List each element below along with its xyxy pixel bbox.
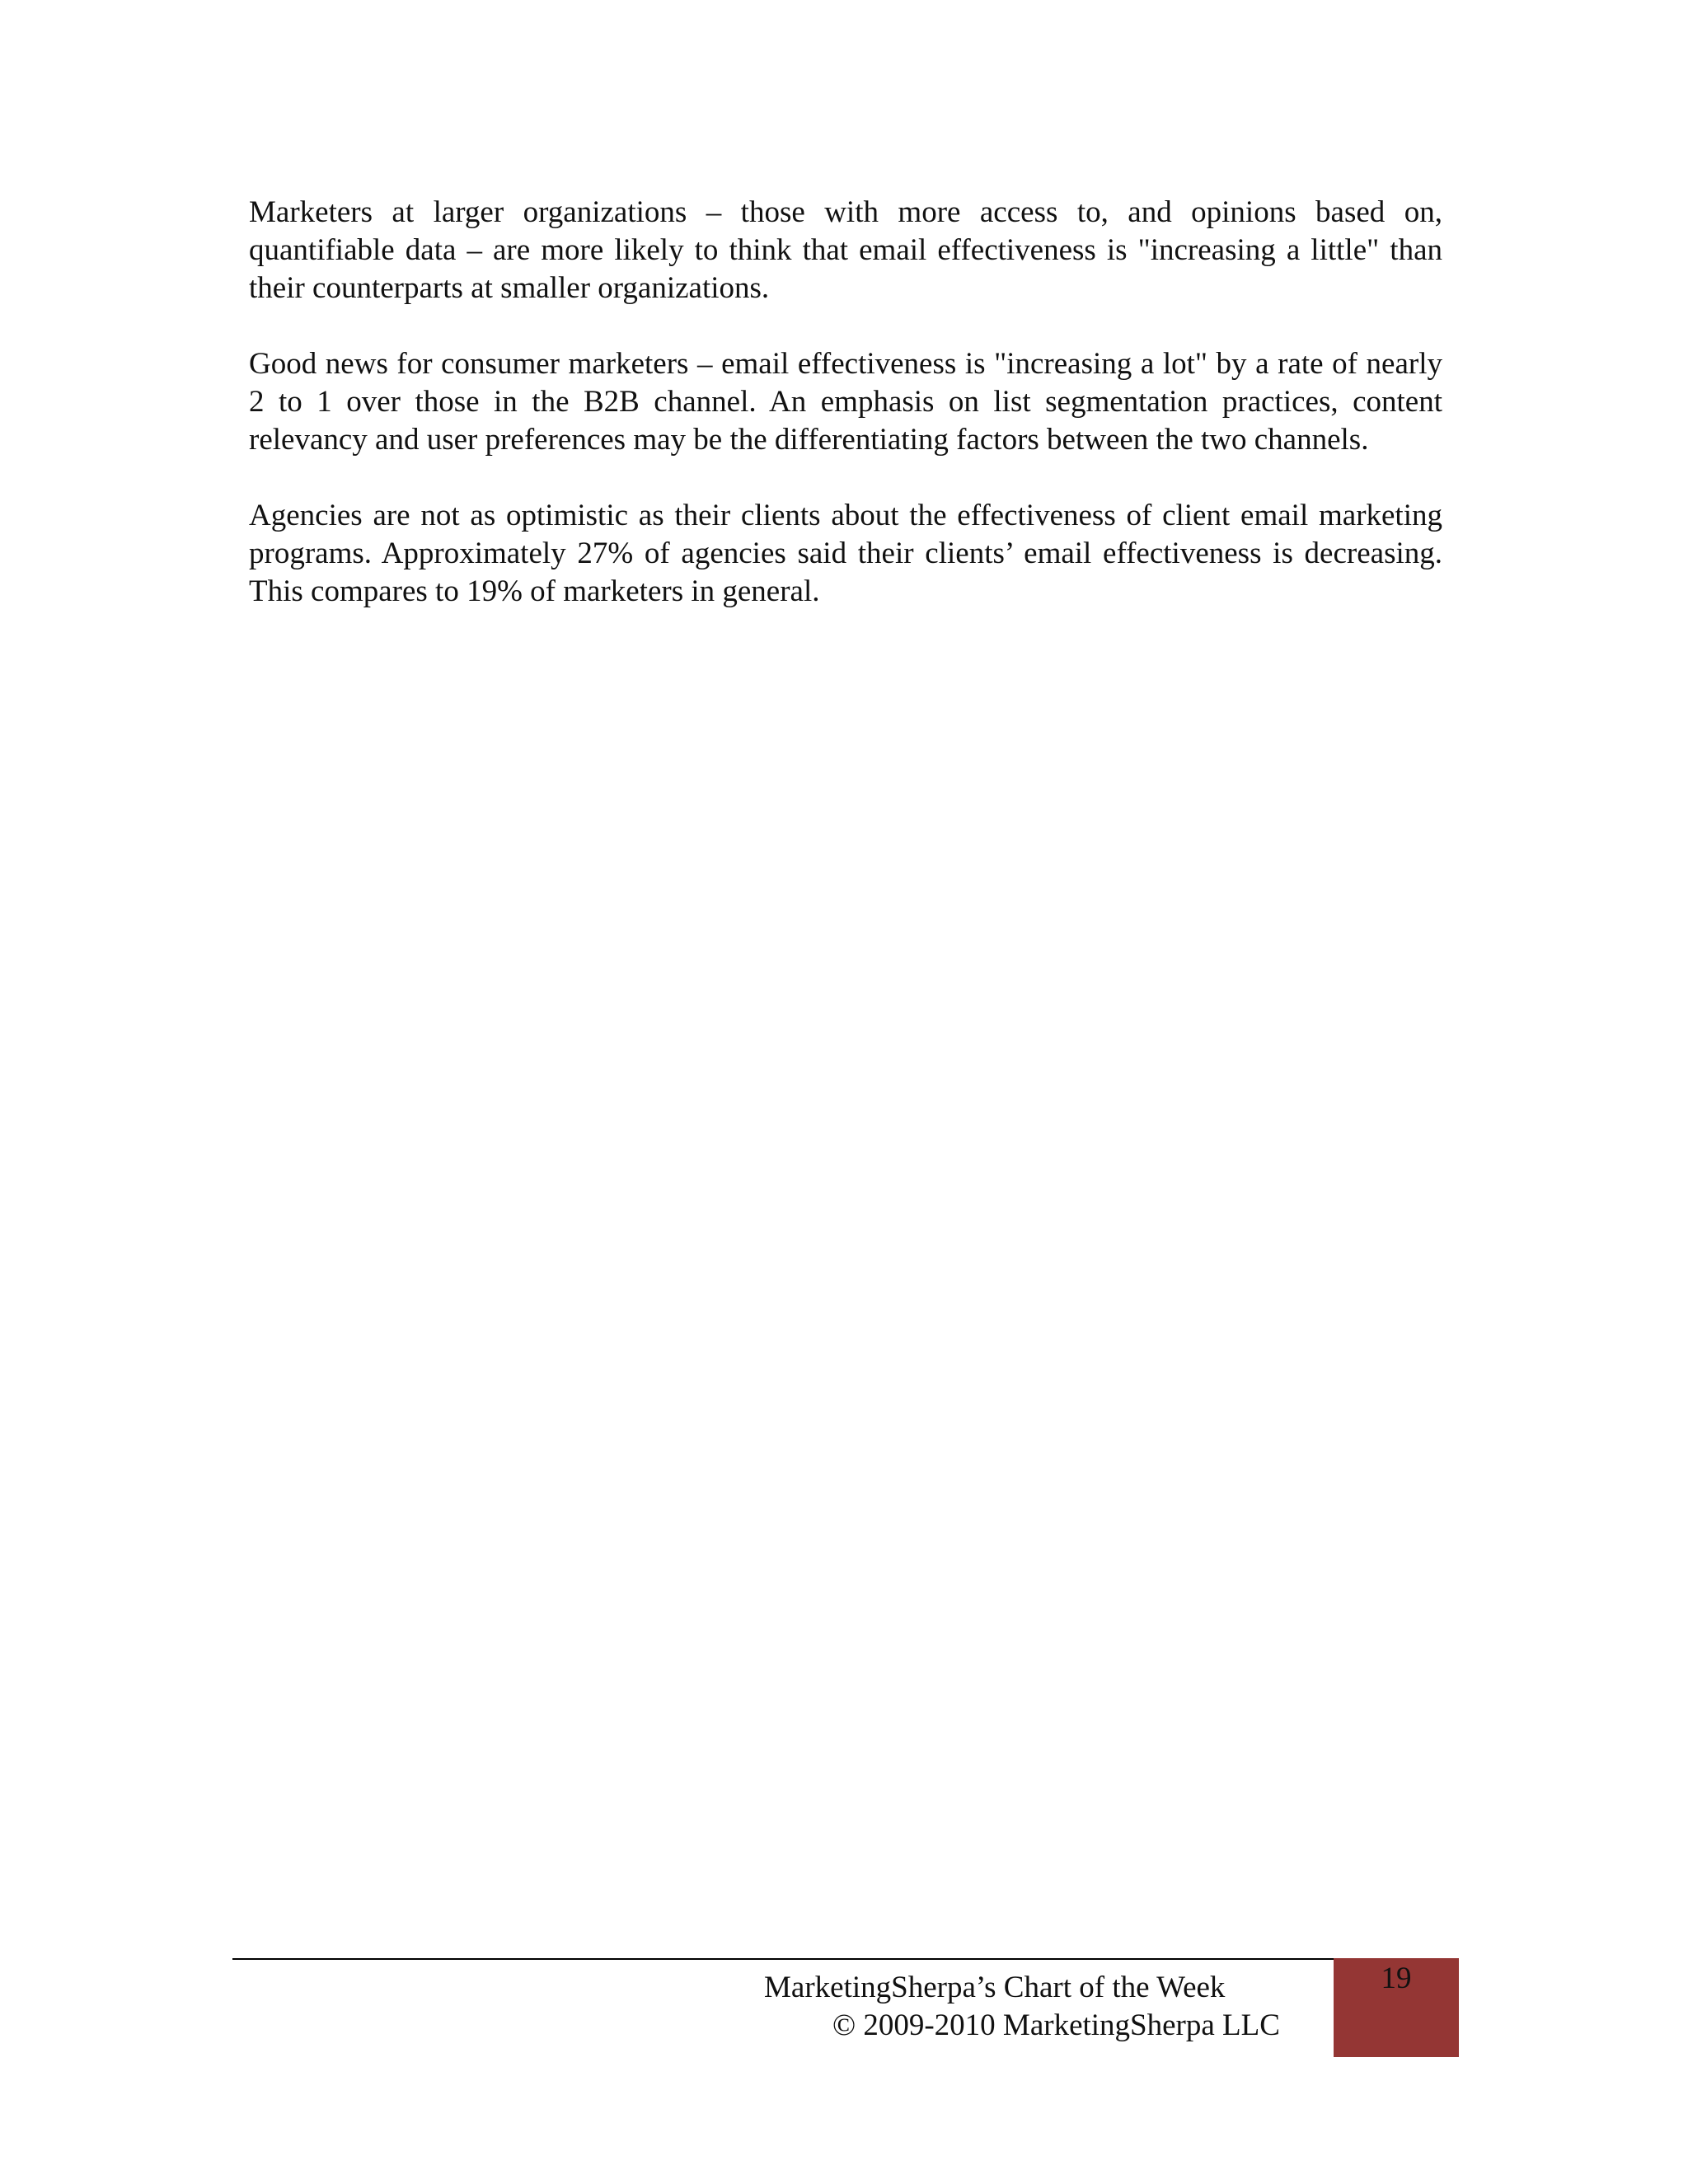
- page-number: 19: [1381, 1961, 1412, 1995]
- footer-copyright: © 2009-2010 MarketingSherpa LLC: [832, 2008, 1280, 2042]
- body-text: [249, 194, 1442, 649]
- page-number-box: [1334, 1958, 1459, 2057]
- footer-publication-title: MarketingSherpa’s Chart of the Week: [764, 1971, 1226, 2004]
- paragraph-agencies: Agencies are not as optimistic as their clients about the effectiveness of client email marketing programs. Approximately 27% of agencies said their clients’ email effectiveness is decreasing. This compares to 19% of marketers in general.: [249, 499, 1442, 608]
- paragraph-consumer-marketers: Good news for consumer marketers – email effectiveness is "increasing a lot" by a rate of nearly 2 to 1 over those in the B2B channel. An emphasis on list segmentation practices, content relevancy and user preferences may be the differentiating factors between the two channels.: [249, 347, 1442, 457]
- paragraph-larger-organizations: Marketers at larger organizations – those with more access to, and opinions based on, quantifiable data – are more likely to think that email effectiveness is "increasing a little" than their counterparts at smaller organizations.: [249, 195, 1442, 305]
- footer-divider: [232, 1958, 1335, 1960]
